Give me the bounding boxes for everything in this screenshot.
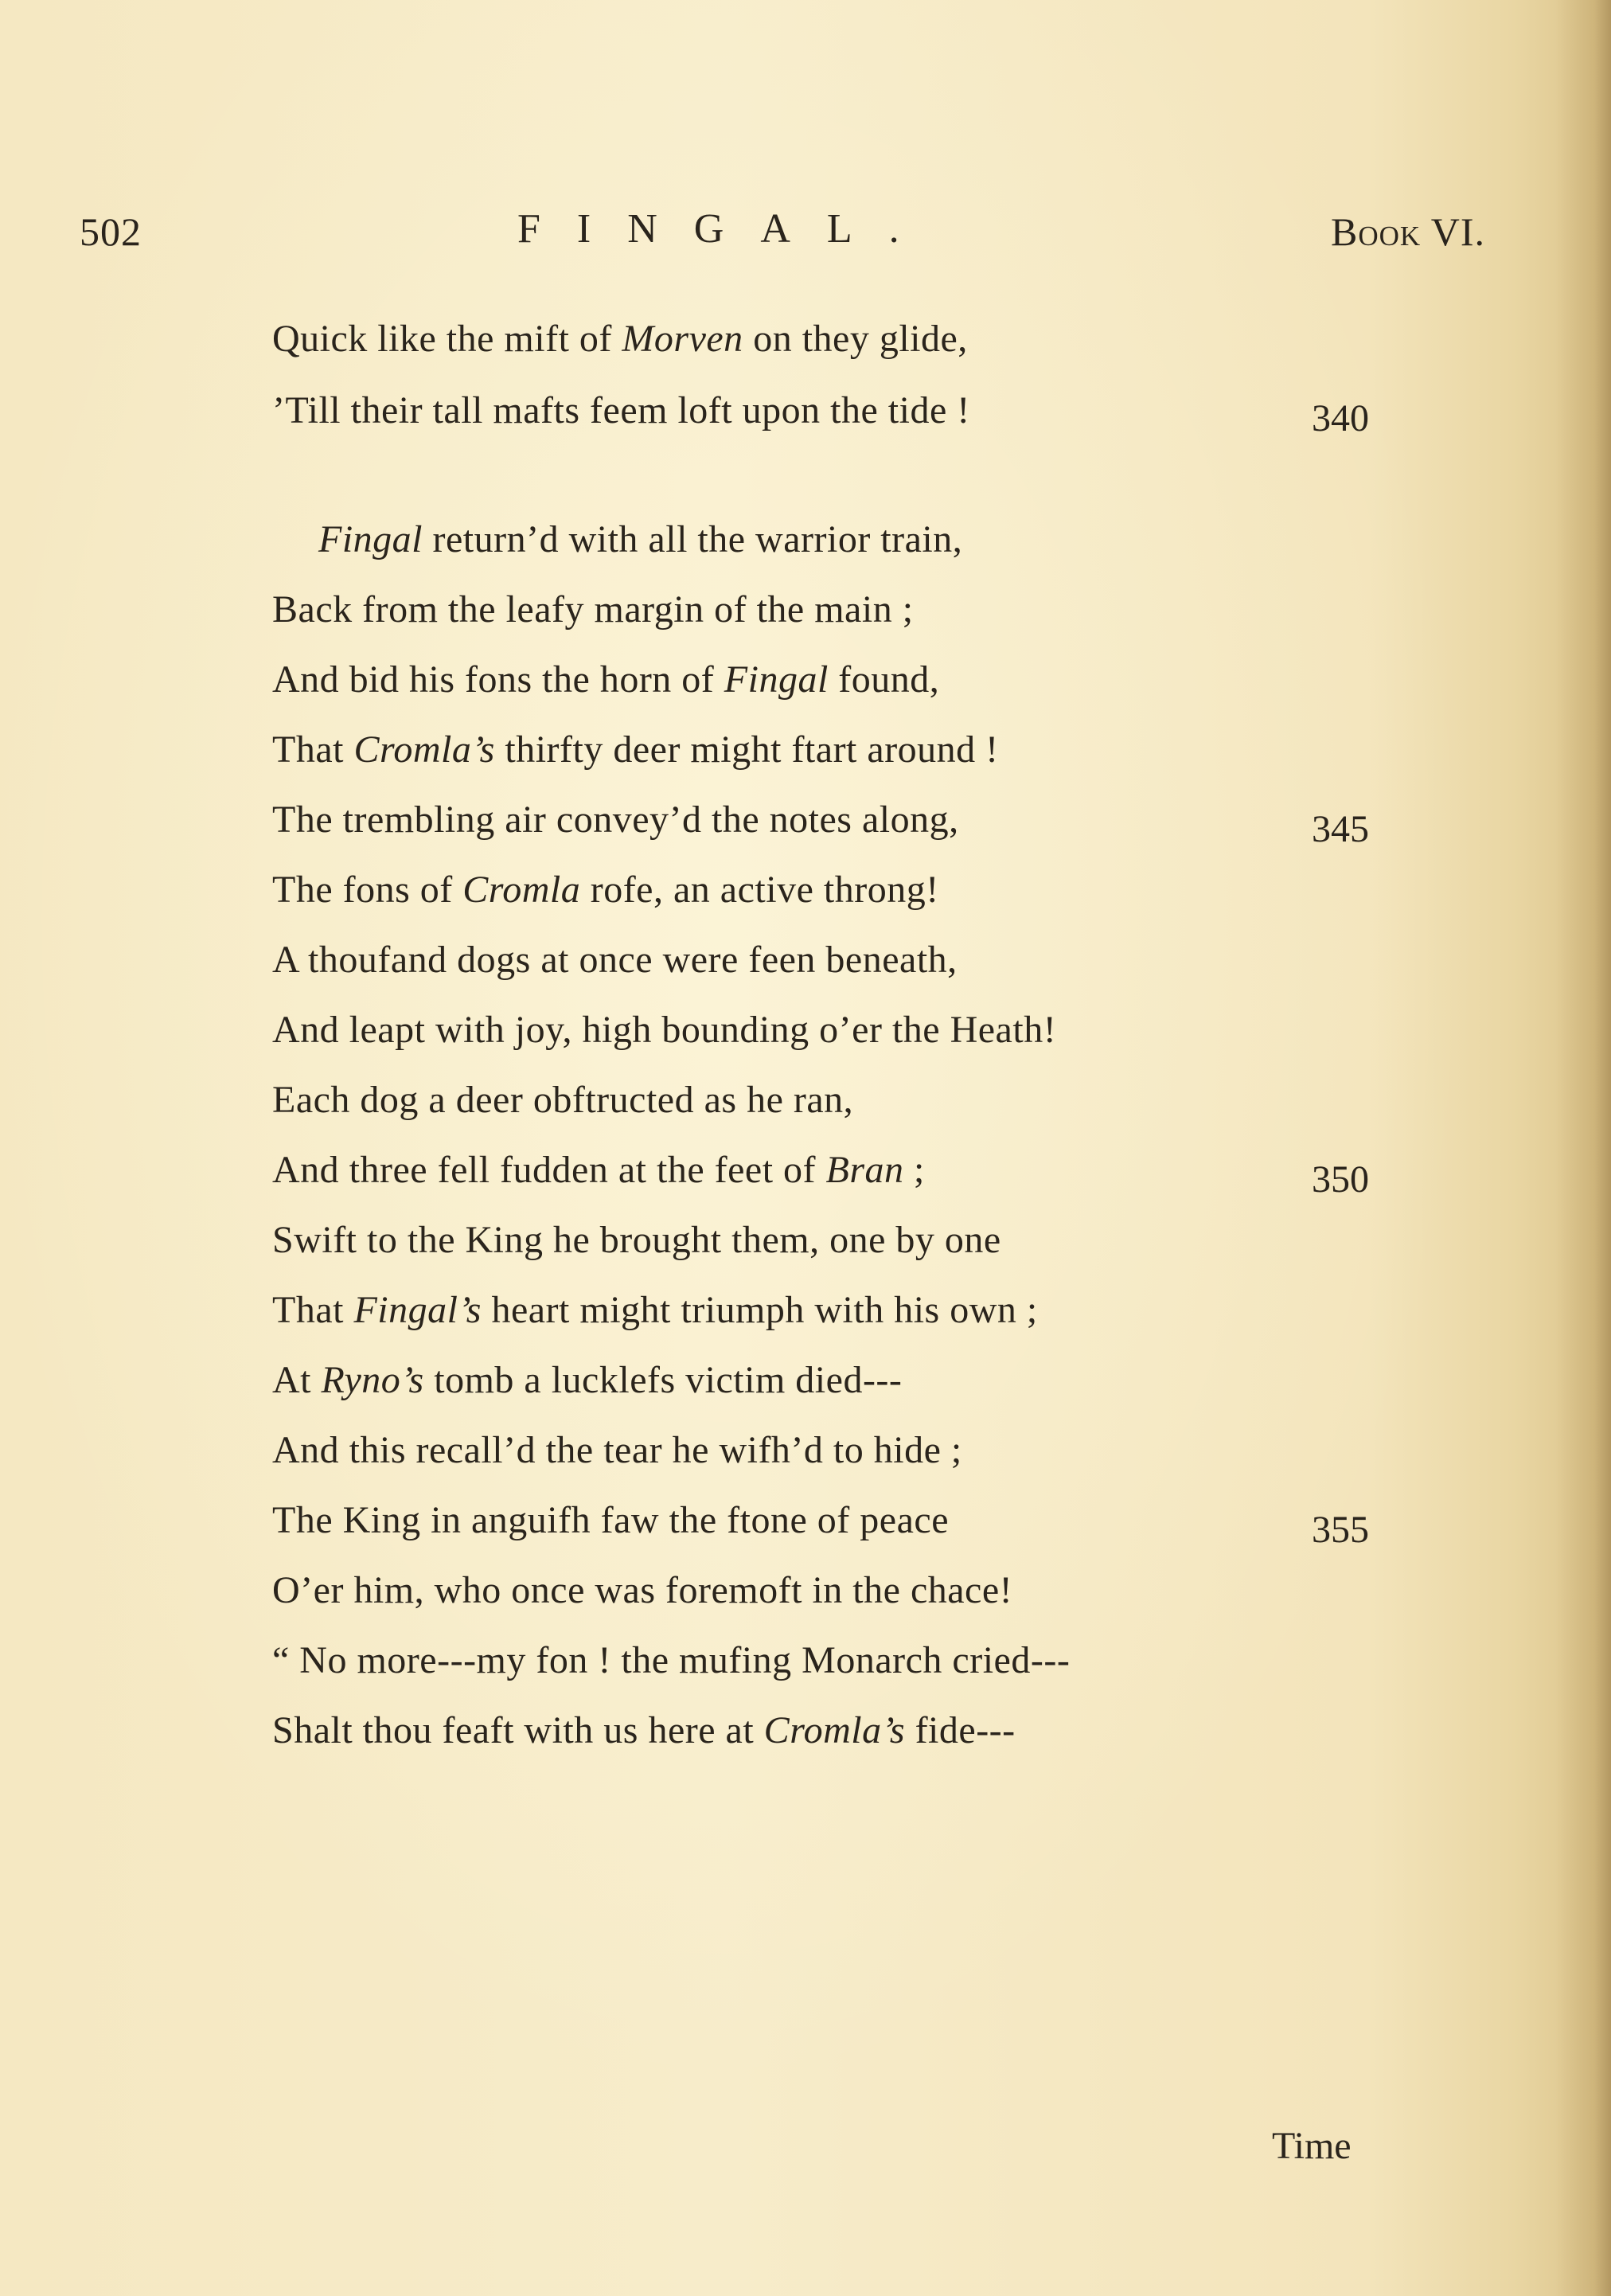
verse-line: That Cromla’s thirfty deer might ftart around !	[272, 728, 999, 771]
line-number: 340	[1312, 397, 1369, 439]
line-number: 350	[1312, 1158, 1369, 1201]
verse-line: Swift to the King he brought them, one by one	[272, 1219, 1001, 1261]
verse-line: Shalt thou feaft with us here at Cromla’s fide---	[272, 1709, 1016, 1751]
verse-line: Fingal return’d with all the warrior train,	[318, 518, 963, 560]
verse-line: And bid his fons the horn of Fingal found,	[272, 658, 940, 701]
verse-line: The trembling air convey’d the notes along,	[272, 799, 959, 841]
running-title: FINGAL.	[517, 206, 936, 252]
verse-line: Each dog a deer obftructed as he ran,	[272, 1079, 854, 1121]
verse-line: That Fingal’s heart might triumph with his own ;	[272, 1289, 1038, 1331]
verse-line: “ No more---my fon ! the mufing Monarch cried---	[272, 1639, 1071, 1681]
line-number: 355	[1312, 1509, 1369, 1551]
verse-line: And three fell fudden at the feet of Bran ;	[272, 1149, 925, 1191]
book-label: Book VI.	[1331, 209, 1486, 254]
verse-line: O’er him, who once was foremoft in the chace!	[272, 1569, 1013, 1611]
verse-line: At Ryno’s tomb a lucklefs victim died---	[272, 1359, 903, 1401]
verse-line: ’Till their tall mafts feem loft upon the tide !	[272, 389, 970, 431]
verse-line: Quick like the mift of Morven on they glide,	[272, 318, 968, 360]
verse-line: A thoufand dogs at once were feen beneath,	[272, 939, 958, 981]
catchword: Time	[1272, 2125, 1352, 2167]
verse-line: The King in anguifh faw the ftone of peace	[272, 1499, 950, 1541]
line-number: 345	[1312, 808, 1369, 850]
page-number: 502	[80, 209, 142, 254]
page-edge-shadow	[1555, 0, 1611, 2296]
verse-line: The fons of Cromla rofe, an active throng!	[272, 869, 939, 911]
verse-line: And leapt with joy, high bounding o’er the Heath!	[272, 1009, 1057, 1051]
verse-line: Back from the leafy margin of the main ;	[272, 588, 914, 631]
verse-line: And this recall’d the tear he wifh’d to hide ;	[272, 1429, 962, 1471]
